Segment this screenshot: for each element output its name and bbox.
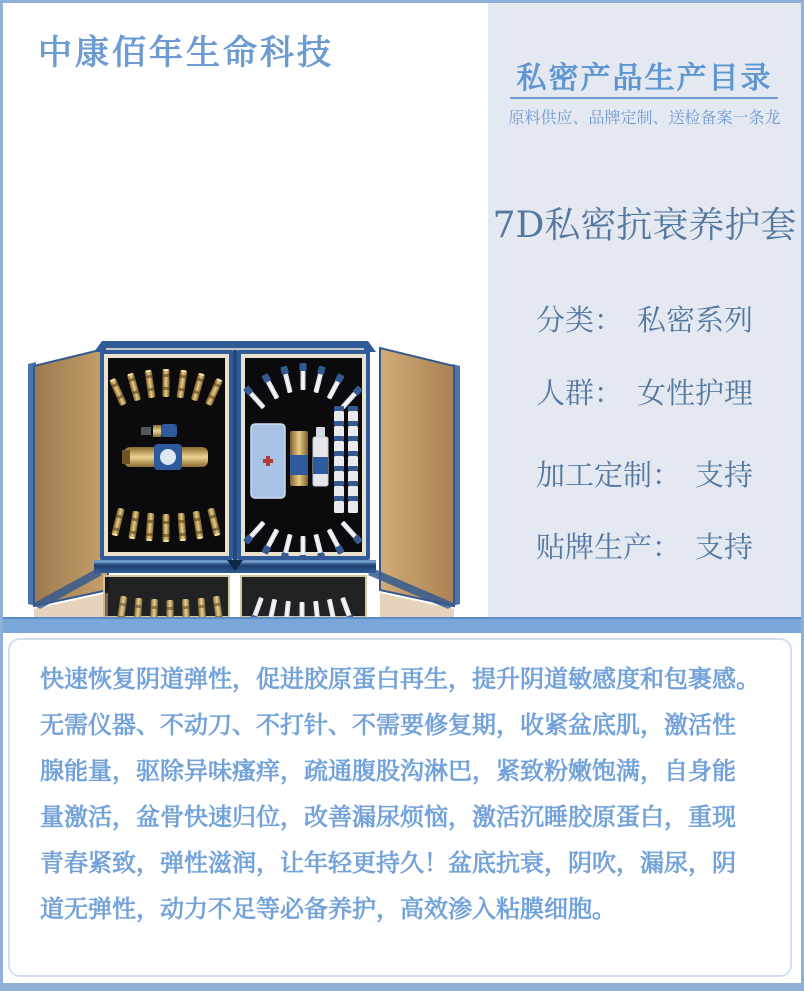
blue-card (251, 424, 285, 498)
divider-bar (0, 617, 804, 633)
box-left-panel (100, 350, 233, 560)
gold-bottle (290, 431, 308, 486)
company-name: 中康佰年生命科技 (38, 33, 334, 73)
description-line: 腺能量，驱除异味瘙痒，疏通腹股沟淋巴，紧致粉嫩饱满，自身能 (40, 757, 736, 785)
box-right-panel (237, 350, 370, 563)
spec-label: 加工定制： (535, 458, 681, 492)
spec-label: 人群： (535, 376, 623, 410)
spec-value: 私密系列 (637, 303, 754, 337)
catalog-title: 私密产品生产目录 (516, 61, 773, 96)
spec-row-oem (488, 525, 801, 566)
catalog-panel (488, 3, 801, 617)
center-large-vial (122, 444, 208, 470)
description-line: 青春紧致，弹性滋润，让年轻更持久！盆底抗衰，阴吹，漏尿，阴 (40, 849, 736, 877)
product-title: 7D私密抗衰养护套 (492, 205, 797, 246)
spec-label: 贴牌生产： (535, 530, 681, 564)
description-line: 无需仪器、不动刀、不打针、不需要修复期，收紧盆底肌，激活性 (40, 711, 736, 739)
spec-value: 支持 (695, 530, 754, 564)
spec-label: 分类： (535, 303, 623, 337)
spec-value: 女性护理 (637, 376, 754, 410)
description-line: 快速恢复阴道弹性，促进胶原蛋白再生，提升阴道敏感度和包裹感。 (40, 665, 760, 693)
spec-row-category (488, 298, 801, 339)
spec-row-custom-processing (488, 453, 801, 494)
catalog-title-underline (510, 97, 778, 99)
description-box (8, 638, 792, 977)
box-right-flap (380, 348, 460, 606)
catalog-subtitle: 原料供应、品牌定制、送检备案一条龙 (508, 108, 781, 127)
product-photo (24, 338, 464, 617)
description-line: 量激活，盆骨快速归位，改善漏尿烦恼，激活沉睡胶原蛋白，重现 (40, 803, 736, 831)
spec-row-audience (488, 371, 801, 412)
spec-value: 支持 (695, 458, 754, 492)
description-line: 道无弹性，动力不足等必备养护，高效渗入粘膜细胞。 (40, 895, 616, 923)
